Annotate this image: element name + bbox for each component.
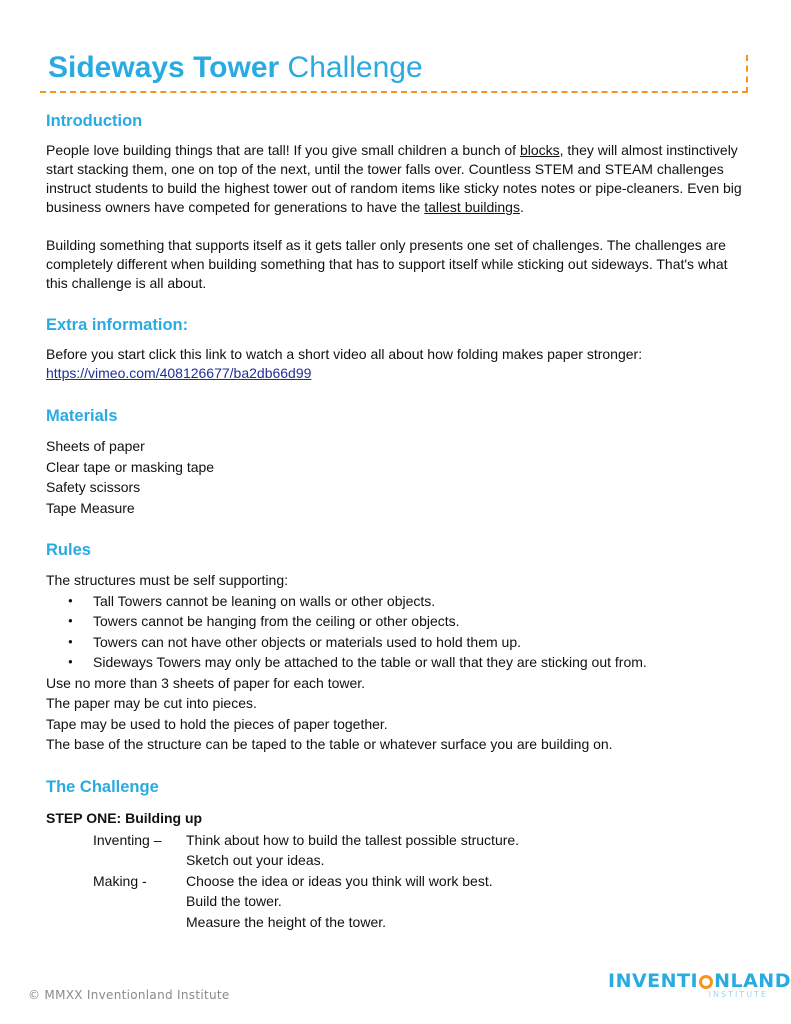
intro-text-b: , they will almost instinctively start stacking them, one on top of the next, until the tower falls over. Countless STEM and STEAM challenges instruct students to build the highest tower out of random items like sticky notes notes or pipe-cleaners. Even big business owners have competed for generations to have the [46,142,742,215]
rule-line: Tape may be used to hold the pieces of paper together. [46,715,388,732]
tallest-buildings-link[interactable]: tallest buildings [424,199,520,215]
step-label [46,850,186,871]
step-row [46,830,746,851]
step-text: Measure the height of the tower. [186,913,387,930]
rules-body [46,570,746,755]
step-text: Sketch out your ideas. [186,852,325,868]
rules-bullets [46,591,746,673]
step-one-table [46,830,746,933]
vimeo-link[interactable]: https://vimeo.com/408126677/ba2db66d99 [46,365,312,381]
materials-heading: Materials [46,407,118,425]
step-text: Build the tower. [186,893,282,909]
rule-line: The paper may be cut into pieces. [46,695,257,711]
step-label: Inventing – [93,831,162,848]
step-row [46,891,746,912]
extra-text: Before you start click this link to watch a short video all about how folding makes paper stronger: [46,346,643,362]
extra-paragraph [46,345,746,383]
footer-copyright: © MMXX Inventionland Institute [28,988,230,1002]
material-item: Sheets of paper [46,438,145,454]
title-dashed-border [40,55,748,93]
step-label [46,891,186,912]
step-text: Think about how to build the tallest possible structure. [186,831,520,848]
extra-heading: Extra information: [46,316,189,334]
step-label: Making - [93,872,147,889]
document-body [46,111,746,932]
intro-text-c: . [519,199,524,215]
materials-list [46,436,746,518]
rule-bullet: ● Towers can not have other objects or materials used to hold them up. [46,632,746,653]
step-row [46,912,746,933]
intro-paragraph-2: Building something that supports itself as it gets taller only presents one set of challenges. The challenges are completely different when building something that has to support itself while sticking out sideways. That's what this challenge is all about. [46,237,728,291]
rules-intro: The structures must be self supporting: [46,572,288,588]
rule-bullet: ● Tall Towers cannot be leaning on walls or other objects. [46,591,746,612]
title-rest: Challenge [287,51,423,84]
rules-heading: Rules [46,541,91,559]
rule-bullet: ● Towers cannot be hanging from the ceiling or other objects. [46,611,746,632]
inventionland-logo [608,970,791,999]
step-row [46,850,746,871]
step-row [46,871,746,892]
logo-wordmark [608,970,791,992]
logo-subtitle: INSTITUTE [708,990,768,999]
step-text: Choose the idea or ideas you think will work best. [186,872,493,889]
material-item: Clear tape or masking tape [46,458,215,475]
logo-text-right: NLAND [714,970,791,992]
logo-text-left: INVENTI [608,970,699,992]
intro-heading: Introduction [46,112,143,130]
rule-bullet: ● Sideways Towers may only be attached to the table or wall that they are sticking out from. [46,652,746,673]
gear-icon [699,975,713,989]
intro-paragraph-1 [46,141,746,217]
step-label [46,912,186,933]
material-item: Tape Measure [46,499,135,516]
title-strong: Sideways Tower [48,51,280,84]
intro-text-a: People love building things that are tall! If you give small children a bunch of [46,142,520,158]
challenge-heading: The Challenge [46,777,159,796]
rule-line: The base of the structure can be taped to the table or whatever surface you are building on. [46,736,613,752]
rule-line: Use no more than 3 sheets of paper for each tower. [46,674,366,691]
step-one-title: STEP ONE: Building up [46,809,203,826]
blocks-link[interactable]: blocks [519,142,560,158]
material-item: Safety scissors [46,479,141,495]
